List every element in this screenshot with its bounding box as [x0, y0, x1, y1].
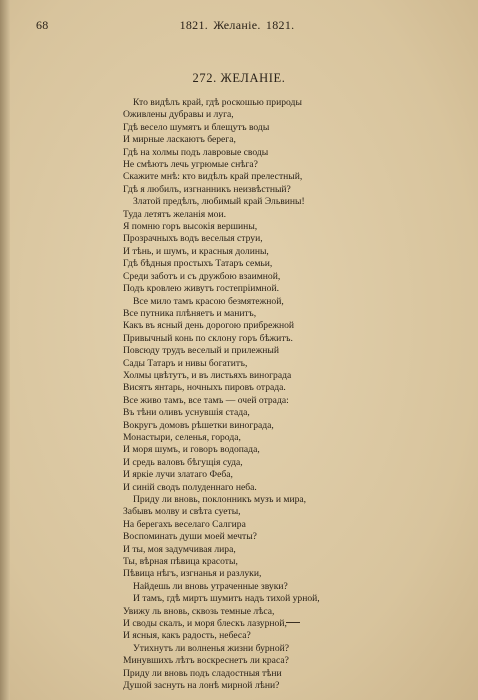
poem-line: Увижу ль вновь, сквозь темные лѣса,: [123, 605, 275, 617]
poem-line: Повсюду трудъ веселый и прилежный: [123, 345, 279, 357]
poem-line: Гдѣ на холмы подъ лавровые своды: [123, 146, 269, 158]
poem-line: Все живо тамъ, все тамъ — очей отрада:: [123, 394, 289, 406]
poem-line: И тамъ, гдѣ миртъ шумитъ надъ тихой урной,: [133, 593, 320, 605]
poem-line: Туда летятъ желанія мои.: [123, 208, 227, 220]
poem-line: И синій сводъ полуденнаго неба.: [123, 481, 257, 493]
poem-line: Монастыри, селенья, города,: [123, 431, 241, 443]
poem-line: Утихнутъ ли волненья жизни бурной?: [133, 642, 290, 654]
poem-line: Какъ въ ясный день дорогою прибрежной: [123, 320, 295, 332]
poem-line: Найдешь ли вновь утраченные звуки?: [133, 580, 288, 592]
poem-line: Привычный конь по склону горъ бѣжитъ.: [123, 332, 293, 344]
poem-line: И тѣнь, и шумъ, и красныя долины,: [123, 245, 269, 257]
page-number: 68: [36, 18, 49, 32]
poem-line: Гдѣ бѣдныя простыхъ Татаръ семьи,: [123, 258, 273, 270]
poem-line: Забывъ молву и свѣта суеты,: [123, 506, 241, 518]
poem-line: Все мило тамъ красою безмятежной,: [133, 295, 284, 307]
poem-line: Я помню горъ высокія вершины,: [123, 221, 258, 233]
poem-line: И ты, моя задумчивая лира,: [123, 543, 236, 555]
poem-line: Вокругъ домовъ рѣшетки винограда,: [123, 419, 274, 431]
poem-line: Холмы цвѣтутъ, и въ листьяхъ винограда: [123, 369, 292, 381]
poem-line: Приду ли вновь подъ сладостныя тѣни: [123, 667, 282, 679]
poem-line: Скажите мнѣ: кто видѣлъ край прелестный,: [123, 171, 303, 183]
poem-line: Не смѣютъ лечь угрюмые снѣга?: [123, 159, 258, 171]
poem-line: И моря шумъ, и говоръ водопада,: [123, 444, 260, 456]
poem-line: Все путника плѣняетъ и манитъ,: [123, 307, 257, 319]
poem-line: Воспоминать души моей мечты?: [123, 531, 257, 543]
poem-line: Висятъ янтарь, ночныхъ пировъ отрада.: [123, 382, 286, 394]
poem-line: И яркіе лучи златаго Феба,: [123, 469, 233, 481]
poem-line: Пѣвица нѣгъ, изгнанья и разлуки,: [123, 568, 262, 580]
poem-title: 272. ЖЕЛАНІЕ.: [192, 71, 286, 85]
poem-line: Среди заботъ и съ дружбою взаимной,: [123, 270, 281, 282]
poem-line: Оживлены дубравы и луга,: [123, 109, 234, 121]
poem-line: Въ тѣни оливъ уснувшія стада,: [123, 407, 250, 419]
running-header: [36, 18, 438, 36]
poem-line: И ясныя, какъ радость, небеса?: [123, 630, 251, 642]
poem-line: Сады Татаръ и нивы богатитъ,: [123, 357, 248, 369]
poem-line: И средь валовъ бѣгущія суда,: [123, 456, 243, 468]
poem-line: Кто видѣлъ край, гдѣ роскошью природы: [133, 97, 302, 108]
poem-line: Гдѣ весело шумятъ и блещутъ воды: [123, 121, 270, 133]
poem-line: И своды скалъ, и моря блескъ лазурной,: [123, 618, 287, 630]
running-title: 1821. Желаніе. 1821.: [179, 18, 295, 32]
poem-line: И мирные ласкаютъ берега,: [123, 134, 236, 146]
poem-line: Душой заснуть на лонѣ мирной лѣни?: [123, 680, 280, 692]
end-mark: [286, 620, 300, 623]
poem-line: На берегахъ веселаго Салгира: [123, 518, 246, 530]
poem-line: Златой предѣлъ, любимый край Эльвины!: [133, 196, 305, 208]
poem-line: Минувшихъ лѣтъ воскреснетъ ли краса?: [123, 655, 289, 667]
poem-line: Гдѣ я любилъ, изгнанникъ неизвѣстный?: [123, 183, 291, 195]
page-gutter-shadow: [0, 0, 10, 700]
poem-line: Ты, вѣрная пѣвица красоты,: [123, 556, 238, 568]
poem-body: [123, 97, 373, 693]
poem-line: Приду ли вновь, поклонникъ музъ и мира,: [133, 494, 307, 505]
poem-line: Подъ кровлею живутъ гостепріимной.: [123, 283, 279, 295]
poem-line: Прозрачныхъ водъ веселыя струи,: [123, 233, 263, 245]
